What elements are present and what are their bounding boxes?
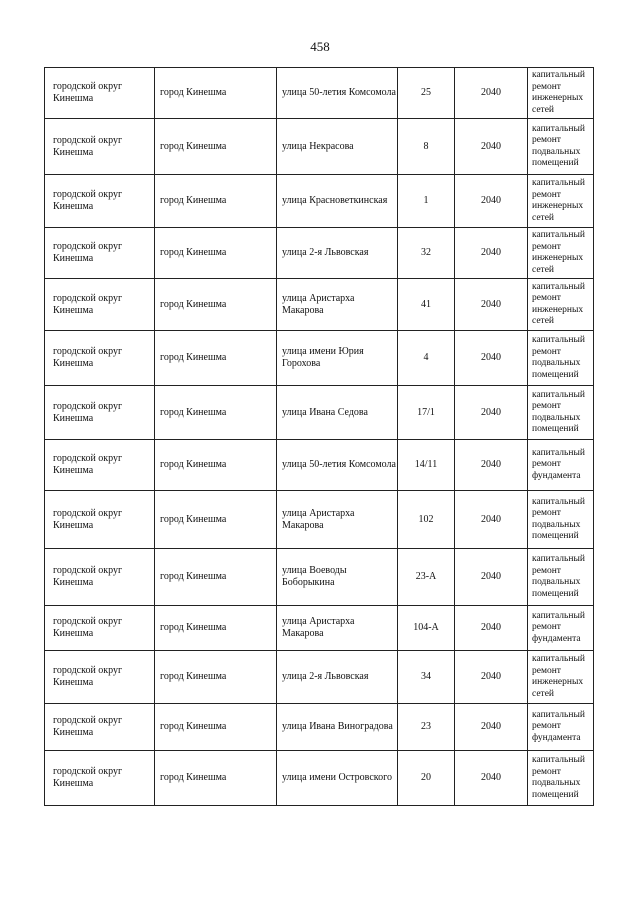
year-cell: 2040 xyxy=(455,491,528,549)
table-row xyxy=(45,228,594,279)
table-row xyxy=(45,331,594,386)
house-number-cell: 14/11 xyxy=(398,440,455,491)
street-cell: улица Аристарха Макарова xyxy=(277,491,398,549)
table-row xyxy=(45,606,594,651)
city-cell: город Кинешма xyxy=(155,704,277,751)
street-cell: улица имени Юрия Горохова xyxy=(277,331,398,386)
year-cell: 2040 xyxy=(455,119,528,175)
house-number-cell: 23 xyxy=(398,704,455,751)
house-number-cell: 34 xyxy=(398,651,455,704)
municipal-district-cell: городской округ Кинешма xyxy=(45,651,155,704)
year-cell: 2040 xyxy=(455,440,528,491)
house-number-cell: 8 xyxy=(398,119,455,175)
street-cell: улица 2-я Львовская xyxy=(277,228,398,279)
house-number-cell: 23-А xyxy=(398,549,455,606)
municipal-district-cell: городской округ Кинешма xyxy=(45,119,155,175)
year-cell: 2040 xyxy=(455,751,528,806)
work-type-cell: капитальный ремонт подвальных помещений xyxy=(528,386,594,440)
city-cell: город Кинешма xyxy=(155,279,277,331)
house-number-cell: 25 xyxy=(398,68,455,119)
house-number-cell: 4 xyxy=(398,331,455,386)
house-number-cell: 1 xyxy=(398,175,455,228)
work-type-cell: капитальный ремонт подвальных помещений xyxy=(528,331,594,386)
city-cell: город Кинешма xyxy=(155,606,277,651)
year-cell: 2040 xyxy=(455,704,528,751)
work-type-cell: капитальный ремонт инженерных сетей xyxy=(528,651,594,704)
work-type-cell: капитальный ремонт инженерных сетей xyxy=(528,175,594,228)
street-cell: улица 2-я Львовская xyxy=(277,651,398,704)
table-row xyxy=(45,386,594,440)
year-cell: 2040 xyxy=(455,68,528,119)
street-cell: улица Ивана Виноградова xyxy=(277,704,398,751)
city-cell: город Кинешма xyxy=(155,175,277,228)
table-row xyxy=(45,119,594,175)
year-cell: 2040 xyxy=(455,651,528,704)
municipal-district-cell: городской округ Кинешма xyxy=(45,549,155,606)
house-number-cell: 102 xyxy=(398,491,455,549)
year-cell: 2040 xyxy=(455,606,528,651)
work-type-cell: капитальный ремонт подвальных помещений xyxy=(528,751,594,806)
municipal-district-cell: городской округ Кинешма xyxy=(45,440,155,491)
table-row xyxy=(45,279,594,331)
city-cell: город Кинешма xyxy=(155,331,277,386)
work-type-cell: капитальный ремонт подвальных помещений xyxy=(528,491,594,549)
year-cell: 2040 xyxy=(455,175,528,228)
municipal-district-cell: городской округ Кинешма xyxy=(45,606,155,651)
work-type-cell: капитальный ремонт инженерных сетей xyxy=(528,228,594,279)
year-cell: 2040 xyxy=(455,331,528,386)
work-type-cell: капитальный ремонт инженерных сетей xyxy=(528,68,594,119)
street-cell: улица Воеводы Боборыкина xyxy=(277,549,398,606)
table-row xyxy=(45,491,594,549)
street-cell: улица Некрасова xyxy=(277,119,398,175)
table-row xyxy=(45,68,594,119)
house-number-cell: 20 xyxy=(398,751,455,806)
municipal-district-cell: городской округ Кинешма xyxy=(45,704,155,751)
house-number-cell: 32 xyxy=(398,228,455,279)
municipal-district-cell: городской округ Кинешма xyxy=(45,331,155,386)
house-number-cell: 17/1 xyxy=(398,386,455,440)
street-cell: улица Ивана Седова xyxy=(277,386,398,440)
city-cell: город Кинешма xyxy=(155,751,277,806)
work-type-cell: капитальный ремонт фундамента xyxy=(528,704,594,751)
year-cell: 2040 xyxy=(455,228,528,279)
work-type-cell: капитальный ремонт фундамента xyxy=(528,440,594,491)
table-row xyxy=(45,440,594,491)
street-cell: улица Аристарха Макарова xyxy=(277,606,398,651)
city-cell: город Кинешма xyxy=(155,386,277,440)
year-cell: 2040 xyxy=(455,386,528,440)
registry-table xyxy=(44,67,594,806)
city-cell: город Кинешма xyxy=(155,440,277,491)
table-row xyxy=(45,651,594,704)
table-row xyxy=(45,549,594,606)
table-row xyxy=(45,751,594,806)
street-cell: улица 50-летия Комсомола xyxy=(277,68,398,119)
street-cell: улица 50-летия Комсомола xyxy=(277,440,398,491)
municipal-district-cell: городской округ Кинешма xyxy=(45,68,155,119)
street-cell: улица Аристарха Макарова xyxy=(277,279,398,331)
work-type-cell: капитальный ремонт фундамента xyxy=(528,606,594,651)
table-body xyxy=(45,68,594,806)
street-cell: улица имени Островского xyxy=(277,751,398,806)
house-number-cell: 104-А xyxy=(398,606,455,651)
work-type-cell: капитальный ремонт подвальных помещений xyxy=(528,549,594,606)
municipal-district-cell: городской округ Кинешма xyxy=(45,228,155,279)
table-row xyxy=(45,704,594,751)
municipal-district-cell: городской округ Кинешма xyxy=(45,386,155,440)
city-cell: город Кинешма xyxy=(155,549,277,606)
work-type-cell: капитальный ремонт подвальных помещений xyxy=(528,119,594,175)
city-cell: город Кинешма xyxy=(155,228,277,279)
municipal-district-cell: городской округ Кинешма xyxy=(45,175,155,228)
house-number-cell: 41 xyxy=(398,279,455,331)
table-row xyxy=(45,175,594,228)
city-cell: город Кинешма xyxy=(155,491,277,549)
municipal-district-cell: городской округ Кинешма xyxy=(45,279,155,331)
municipal-district-cell: городской округ Кинешма xyxy=(45,751,155,806)
municipal-district-cell: городской округ Кинешма xyxy=(45,491,155,549)
city-cell: город Кинешма xyxy=(155,119,277,175)
city-cell: город Кинешма xyxy=(155,651,277,704)
city-cell: город Кинешма xyxy=(155,68,277,119)
page-number: 458 xyxy=(310,39,330,54)
work-type-cell: капитальный ремонт инженерных сетей xyxy=(528,279,594,331)
year-cell: 2040 xyxy=(455,279,528,331)
street-cell: улица Красноветкинская xyxy=(277,175,398,228)
year-cell: 2040 xyxy=(455,549,528,606)
